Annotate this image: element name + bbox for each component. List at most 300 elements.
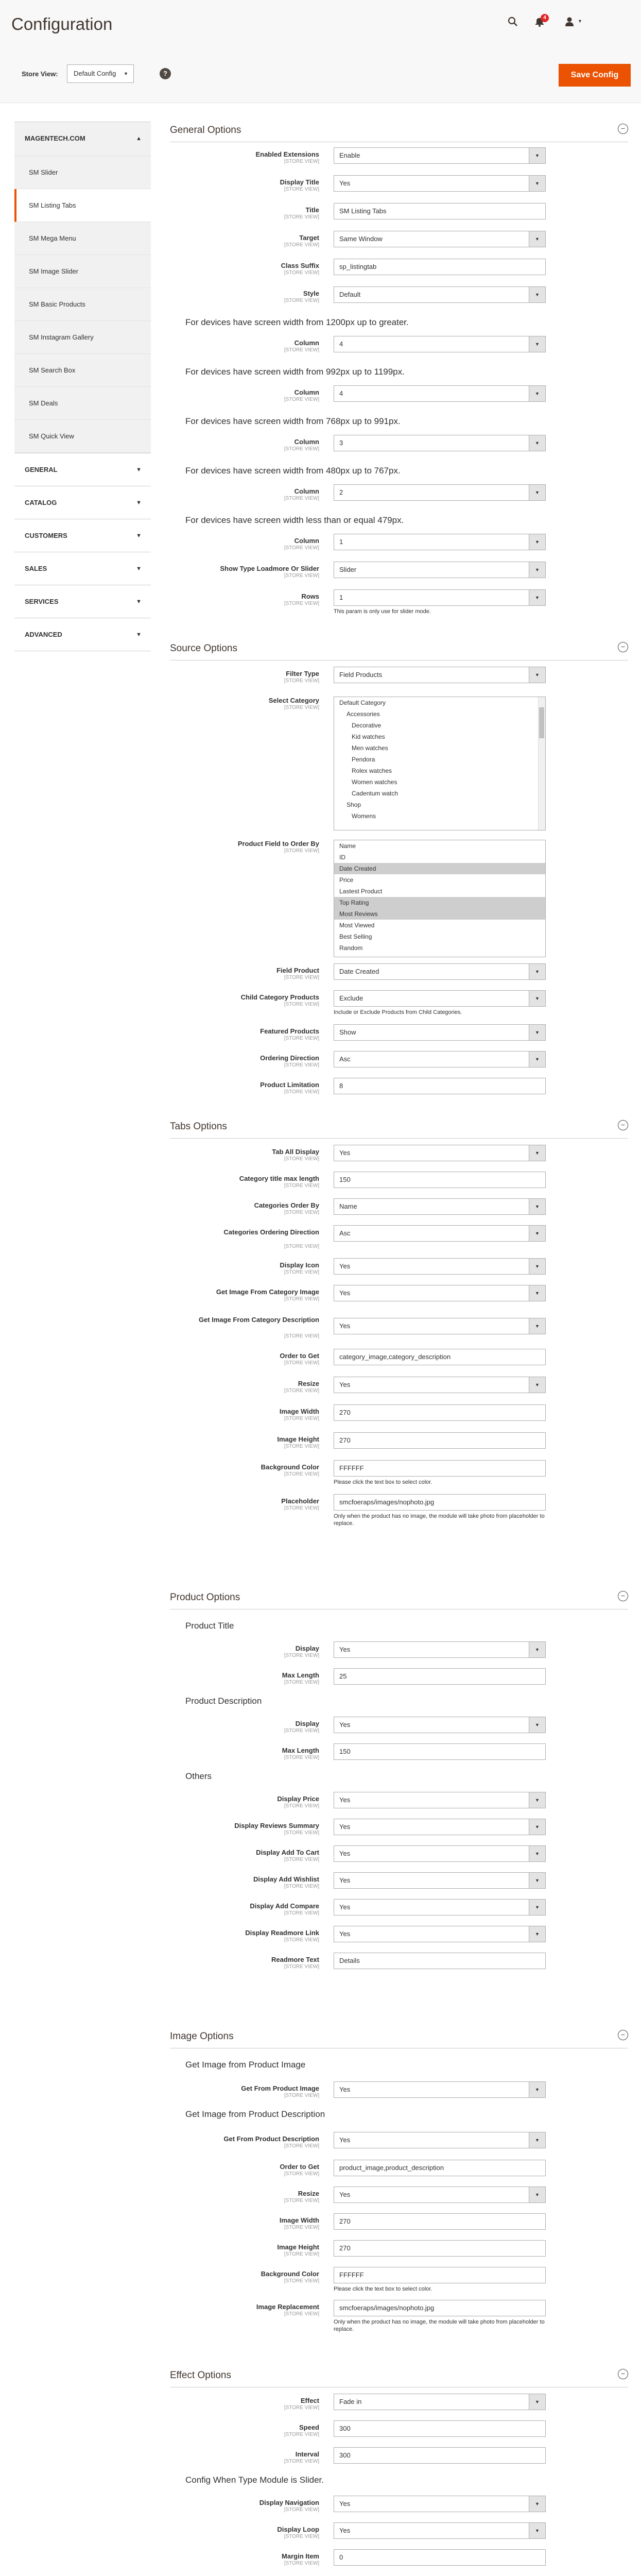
scope-switcher-value: Default Config — [74, 70, 116, 77]
placeholder-input[interactable]: smcfoeraps/images/nophoto.jpg — [334, 1494, 546, 1511]
chevron-down-icon: ▼ — [529, 2187, 545, 2202]
scope-note: [STORE VIEW] — [284, 2143, 319, 2149]
column-select[interactable] — [334, 336, 546, 352]
field-label: Get From Product Image — [241, 2084, 319, 2092]
field-label: Field Product — [276, 967, 319, 974]
section-header[interactable] — [170, 1585, 628, 1609]
title-max-length-input[interactable]: 25 — [334, 1668, 546, 1685]
sidebar-item-label: SM Image Slider — [29, 267, 79, 275]
section-title: Source Options — [170, 643, 237, 654]
chevron-down-icon: ▼ — [529, 590, 545, 605]
sidebar-item-sm-quick-view[interactable] — [14, 420, 151, 453]
order-option[interactable]: Random — [339, 944, 363, 952]
field-note: Please click the text box to select color. — [334, 1479, 432, 1485]
scope-note: [STORE VIEW] — [284, 1183, 319, 1189]
sidebar-group-catalog[interactable] — [14, 486, 151, 519]
field-label: Display Icon — [280, 1261, 319, 1269]
field-label: Title — [305, 206, 319, 214]
select-value: Yes — [339, 1646, 351, 1653]
image-resize-select[interactable] — [334, 2187, 546, 2203]
child-category-select[interactable] — [334, 990, 546, 1007]
field-label: Rows — [301, 592, 319, 600]
category-option[interactable]: Pendora — [352, 756, 375, 763]
scope-note: [STORE VIEW] — [284, 347, 319, 353]
field-note: This param is only use for slider mode. — [334, 608, 431, 615]
scope-note: [STORE VIEW] — [284, 187, 319, 192]
chevron-down-icon: ▼ — [529, 667, 545, 683]
field-label: Order to Get — [280, 2163, 319, 2171]
field-note: Include or Exclude Products from Child Categories. — [334, 1009, 462, 1015]
chevron-down-icon: ▼ — [529, 1199, 545, 1214]
title-input[interactable]: SM Listing Tabs — [334, 203, 546, 219]
select-value: Yes — [339, 1289, 351, 1297]
field-label: Display — [295, 1645, 319, 1652]
select-value: Enable — [339, 151, 360, 159]
chevron-down-icon: ▼ — [529, 964, 545, 979]
select-value: 4 — [339, 340, 343, 348]
field-label: Show Type Loadmore Or Slider — [220, 565, 319, 572]
product-limitation-input[interactable]: 8 — [334, 1078, 546, 1094]
section-header[interactable] — [170, 1114, 628, 1139]
select-value: Yes — [339, 1262, 351, 1270]
field-label: Display Add To Cart — [256, 1849, 319, 1856]
scope-note: [STORE VIEW] — [284, 573, 319, 579]
get-image-description-select[interactable] — [334, 1318, 546, 1334]
source-options-section — [170, 636, 628, 1095]
section-header[interactable] — [170, 636, 628, 660]
image-options-section — [170, 2024, 628, 2332]
chevron-down-icon: ▼ — [529, 1819, 545, 1835]
section-title: General Options — [170, 125, 241, 135]
help-icon[interactable]: ? — [160, 68, 171, 79]
product-image-height-input[interactable]: 270 — [334, 2240, 546, 2257]
sidebar-item-sm-instagram-gallery[interactable] — [14, 321, 151, 354]
scope-note: [STORE VIEW] — [284, 705, 319, 710]
select-value: 4 — [339, 389, 343, 397]
sidebar-item-label: SM Listing Tabs — [29, 201, 76, 209]
field-label: Image Width — [279, 1408, 319, 1415]
field-label: Product Limitation — [260, 1081, 319, 1089]
target-select[interactable] — [334, 231, 546, 247]
field-note: Please click the text box to select color. — [334, 2286, 432, 2292]
scope-switcher[interactable] — [67, 64, 134, 83]
field-label: Product Field to Order By — [237, 840, 319, 848]
sidebar-item-sm-deals[interactable] — [14, 387, 151, 420]
scope-note: [STORE VIEW] — [284, 2534, 319, 2539]
select-value: Show — [339, 1028, 356, 1036]
field-label: Get From Product Description — [223, 2135, 319, 2143]
image-height-input[interactable]: 270 — [334, 1432, 546, 1449]
sidebar-group-label: ADVANCED — [25, 631, 62, 638]
field-label: Order to Get — [280, 1352, 319, 1360]
effect-select[interactable] — [334, 2394, 546, 2410]
interval-input[interactable]: 300 — [334, 2447, 546, 2464]
select-value: Date Created — [339, 968, 379, 975]
sidebar-item-sm-basic-products[interactable] — [14, 288, 151, 321]
field-label: Speed — [299, 2424, 319, 2431]
category-option[interactable]: Cadentum watch — [352, 790, 399, 797]
product-image-width-input[interactable]: 270 — [334, 2213, 546, 2230]
collapse-icon[interactable]: − — [618, 2369, 628, 2379]
order-option[interactable]: Top Rating — [334, 897, 545, 908]
display-wishlist-select[interactable] — [334, 1872, 546, 1889]
collapse-icon[interactable]: − — [618, 1591, 628, 1601]
save-config-button[interactable]: Save Config — [559, 64, 631, 87]
section-title: Product Options — [170, 1592, 240, 1603]
select-value: Field Products — [339, 671, 383, 679]
collapse-icon[interactable]: − — [618, 1120, 628, 1130]
chevron-down-icon: ▼ — [529, 1052, 545, 1067]
scope-note: [STORE VIEW] — [284, 2171, 319, 2177]
select-value: Yes — [339, 2136, 351, 2144]
sidebar-item-label: SM Slider — [29, 168, 58, 176]
select-value: Yes — [339, 179, 351, 187]
scope-note: [STORE VIEW] — [284, 1062, 319, 1068]
scope-note: [STORE VIEW] — [284, 270, 319, 276]
chevron-down-icon: ▼ — [529, 386, 545, 401]
sidebar-group-label: MAGENTECH.COM — [25, 134, 85, 142]
section-header[interactable] — [170, 2363, 628, 2387]
category-option[interactable]: Kid watches — [352, 733, 385, 740]
collapse-icon[interactable]: − — [618, 124, 628, 134]
display-add-to-cart-select[interactable] — [334, 1845, 546, 1862]
get-image-category-select[interactable] — [334, 1285, 546, 1301]
field-label: Background Color — [261, 1463, 319, 1471]
sidebar-item-sm-search-box[interactable] — [14, 354, 151, 387]
scope-note: [STORE VIEW] — [284, 2432, 319, 2437]
field-label: Get Image From Category Image — [216, 1288, 319, 1296]
order-option[interactable]: Date Created — [334, 863, 545, 874]
chevron-down-icon[interactable]: ▼ — [578, 19, 582, 24]
category-option[interactable]: Rolex watches — [352, 767, 392, 774]
categories-order-by-select[interactable] — [334, 1198, 546, 1215]
scope-note: [STORE VIEW] — [284, 1830, 319, 1836]
field-label: Categories Order By — [254, 1201, 319, 1209]
enabled-extensions-select[interactable] — [334, 147, 546, 164]
category-option[interactable]: Men watches — [352, 744, 388, 752]
column-select[interactable] — [334, 385, 546, 402]
scrollbar-thumb[interactable] — [539, 707, 544, 738]
order-by-multiselect[interactable] — [334, 840, 546, 957]
order-option[interactable]: Most Reviews — [334, 908, 545, 920]
scope-note: [STORE VIEW] — [284, 1360, 319, 1366]
chevron-down-icon: ▼ — [529, 1025, 545, 1040]
chevron-down-icon: ▼ — [529, 534, 545, 550]
scope-note: [STORE VIEW] — [284, 601, 319, 606]
tab-all-display-select[interactable] — [334, 1145, 546, 1161]
sidebar-group-advanced[interactable] — [14, 618, 151, 651]
category-option[interactable]: Shop — [347, 801, 361, 808]
select-value: Yes — [339, 2527, 351, 2534]
chevron-down-icon: ▼ — [529, 2523, 545, 2538]
scope-note: [STORE VIEW] — [284, 1333, 319, 1339]
user-icon[interactable] — [564, 16, 575, 27]
sidebar-item-sm-image-slider[interactable] — [14, 255, 151, 288]
sidebar-group-general[interactable] — [14, 453, 151, 486]
scope-note: [STORE VIEW] — [284, 2311, 319, 2317]
sidebar-item-sm-mega-menu[interactable] — [14, 222, 151, 255]
field-label: Display Title — [280, 178, 319, 186]
field-label: Effect — [300, 2397, 319, 2404]
display-readmore-select[interactable] — [334, 1926, 546, 1942]
scope-note: [STORE VIEW] — [284, 975, 319, 980]
field-label: Interval — [295, 2450, 319, 2458]
sidebar-group-title[interactable] — [14, 122, 151, 156]
scope-note: [STORE VIEW] — [284, 1755, 319, 1760]
chevron-down-icon: ▼ — [136, 632, 142, 638]
field-label: Display Navigation — [259, 2499, 319, 2506]
select-value: Yes — [339, 2500, 351, 2507]
filter-type-select[interactable] — [334, 667, 546, 683]
field-label: Select Category — [268, 697, 319, 704]
general-options-section — [170, 117, 628, 615]
scope-note: [STORE VIEW] — [284, 1296, 319, 1302]
field-label: Display Add Compare — [250, 1902, 319, 1910]
scope-note: [STORE VIEW] — [284, 1244, 319, 1249]
field-label: Placeholder — [281, 1497, 319, 1505]
device-heading: For devices have screen width from 480px up to 767px. — [185, 466, 401, 476]
scope-note: [STORE VIEW] — [284, 1388, 319, 1394]
field-label: Target — [299, 234, 319, 242]
chevron-down-icon: ▼ — [529, 1900, 545, 1915]
order-to-get-input[interactable]: category_image,category_description — [334, 1349, 546, 1365]
field-label: Display Loop — [277, 2526, 319, 2533]
field-label: Column — [294, 537, 319, 545]
ordering-direction-select[interactable] — [334, 1051, 546, 1067]
select-value: 1 — [339, 538, 343, 546]
field-label: Style — [303, 290, 319, 297]
select-value: Asc — [339, 1229, 351, 1237]
category-option[interactable]: Womens — [352, 812, 376, 820]
field-product-select[interactable] — [334, 963, 546, 980]
field-label: Image Width — [279, 2216, 319, 2224]
sidebar-group-sales[interactable] — [14, 552, 151, 585]
section-title: Effect Options — [170, 2370, 231, 2381]
field-label: Image Height — [277, 1435, 319, 1443]
field-note: Only when the product has no image, the module will take photo from placeholder to replace. — [334, 1513, 545, 1527]
section-title: Tabs Options — [170, 1121, 227, 1132]
chevron-down-icon: ▼ — [529, 1846, 545, 1861]
sidebar-group-label: GENERAL — [25, 466, 58, 473]
scope-note: [STORE VIEW] — [284, 545, 319, 551]
chevron-down-icon: ▼ — [529, 1926, 545, 1942]
select-value: Yes — [339, 1903, 351, 1911]
select-value: Yes — [339, 1876, 351, 1884]
field-label: Column — [294, 438, 319, 446]
order-option[interactable]: Most Viewed — [339, 922, 375, 929]
sidebar-group-label: SALES — [25, 565, 47, 572]
featured-select[interactable] — [334, 1024, 546, 1041]
style-select[interactable] — [334, 286, 546, 303]
select-value: 3 — [339, 439, 343, 447]
scope-note: [STORE VIEW] — [284, 1910, 319, 1916]
image-background-color-input[interactable]: FFFFFF — [334, 2267, 546, 2283]
scope-note: [STORE VIEW] — [284, 2459, 319, 2464]
scrollbar[interactable] — [538, 697, 545, 830]
category-option[interactable]: Women watches — [352, 778, 397, 786]
sidebar-group-label: CATALOG — [25, 499, 57, 506]
display-reviews-select[interactable] — [334, 1819, 546, 1835]
chevron-down-icon: ▼ — [529, 2082, 545, 2097]
order-option[interactable]: ID — [339, 854, 345, 861]
chevron-up-icon: ▲ — [136, 135, 142, 142]
field-label: Readmore Text — [271, 1956, 319, 1963]
chevron-down-icon: ▼ — [136, 467, 142, 473]
display-title-select[interactable] — [334, 175, 546, 192]
title-display-select[interactable] — [334, 1641, 546, 1658]
order-option[interactable]: Name — [339, 842, 356, 850]
notification-badge[interactable]: 4 — [541, 14, 549, 22]
display-icon-select[interactable] — [334, 1258, 546, 1275]
field-label: Resize — [298, 2190, 319, 2197]
sidebar-item-sm-listing-tabs[interactable] — [14, 189, 151, 222]
category-option[interactable]: Default Category — [339, 699, 386, 706]
select-value: Fade in — [339, 2398, 362, 2405]
category-option[interactable]: Accessories — [347, 710, 380, 718]
chevron-down-icon: ▼ — [124, 71, 128, 76]
chevron-down-icon: ▼ — [529, 485, 545, 500]
scope-note: [STORE VIEW] — [284, 1210, 319, 1215]
field-label: Column — [294, 339, 319, 347]
collapse-icon[interactable]: − — [618, 2030, 628, 2040]
chevron-down-icon: ▼ — [529, 991, 545, 1006]
section-header[interactable] — [170, 2024, 628, 2048]
sidebar-group-magentech — [14, 122, 151, 453]
select-value: Yes — [339, 1850, 351, 1857]
field-label: Ordering Direction — [260, 1054, 319, 1062]
scope-note: [STORE VIEW] — [284, 1964, 319, 1970]
field-label: Display Reviews Summary — [234, 1822, 319, 1829]
section-header[interactable] — [170, 117, 628, 142]
scope-note: [STORE VIEW] — [284, 2405, 319, 2411]
field-label: Get Image From Category Description — [198, 1316, 319, 1324]
search-icon[interactable] — [508, 16, 518, 27]
scope-note: [STORE VIEW] — [284, 1036, 319, 1041]
field-label: Child Category Products — [240, 993, 319, 1001]
select-value: Yes — [339, 1823, 351, 1831]
scope-note: [STORE VIEW] — [284, 1803, 319, 1809]
scope-note: [STORE VIEW] — [284, 214, 319, 220]
readmore-text-input[interactable]: Details — [334, 1953, 546, 1969]
scope-note: [STORE VIEW] — [284, 2093, 319, 2098]
sidebar-item-label: SM Basic Products — [29, 300, 85, 308]
category-multiselect[interactable] — [334, 697, 546, 831]
scope-label: Store View: — [22, 70, 58, 78]
sidebar-item-label: SM Mega Menu — [29, 234, 76, 242]
sidebar-group-label: CUSTOMERS — [25, 532, 67, 539]
display-compare-select[interactable] — [334, 1899, 546, 1916]
sidebar-item-sm-slider[interactable] — [14, 156, 151, 189]
field-label: Enabled Extensions — [255, 150, 319, 158]
scope-note: [STORE VIEW] — [284, 298, 319, 303]
chevron-down-icon: ▼ — [529, 1226, 545, 1241]
sidebar-item-label: SM Instagram Gallery — [29, 333, 94, 341]
column-select[interactable] — [334, 534, 546, 550]
display-loop-select[interactable] — [334, 2522, 546, 2539]
order-option[interactable]: Best Selling — [339, 933, 372, 940]
chevron-down-icon: ▼ — [529, 2394, 545, 2410]
config-sidebar — [14, 122, 151, 651]
field-label: Resize — [298, 1380, 319, 1387]
get-from-product-image-select[interactable] — [334, 2081, 546, 2098]
column-select[interactable] — [334, 484, 546, 501]
chevron-down-icon: ▼ — [529, 435, 545, 451]
category-option[interactable]: Decorative — [352, 722, 382, 729]
product-title-heading: Product Title — [185, 1621, 234, 1631]
sidebar-item-label: SM Search Box — [29, 366, 76, 374]
page-actions — [0, 47, 641, 103]
image-replacement-input[interactable]: smcfoeraps/images/nophoto.jpg — [334, 2300, 546, 2316]
speed-input[interactable]: 300 — [334, 2420, 546, 2437]
scope-note: [STORE VIEW] — [284, 1937, 319, 1943]
select-value: Slider — [339, 566, 357, 573]
field-label: Background Color — [261, 2270, 319, 2278]
select-value: 1 — [339, 594, 343, 601]
scope-note: [STORE VIEW] — [284, 1728, 319, 1734]
sidebar-group-customers[interactable] — [14, 519, 151, 552]
image-width-input[interactable]: 270 — [334, 1404, 546, 1421]
chevron-down-icon: ▼ — [529, 1792, 545, 1808]
get-from-product-description-select[interactable] — [334, 2132, 546, 2148]
collapse-icon[interactable]: − — [618, 642, 628, 652]
categories-ordering-direction-select[interactable] — [334, 1225, 546, 1242]
chevron-down-icon: ▼ — [529, 148, 545, 163]
chevron-down-icon: ▼ — [136, 566, 142, 572]
display-price-select[interactable] — [334, 1792, 546, 1808]
margin-item-input[interactable]: 0 — [334, 2549, 546, 2566]
chevron-down-icon: ▼ — [529, 2496, 545, 2512]
description-max-length-input[interactable]: 150 — [334, 1743, 546, 1760]
field-label: Featured Products — [260, 1027, 319, 1035]
order-option[interactable]: Price — [339, 876, 354, 884]
column-select[interactable] — [334, 435, 546, 451]
field-label: Display — [295, 1720, 319, 1727]
image-order-to-get-input[interactable]: product_image,product_description — [334, 2160, 546, 2176]
from-product-image-heading: Get Image from Product Image — [185, 2060, 306, 2070]
scope-note: [STORE VIEW] — [284, 2507, 319, 2513]
field-note: Only when the product has no image, the module will take photo from placeholder to replace. — [334, 2319, 545, 2332]
select-value: 2 — [339, 488, 343, 496]
page-header — [0, 0, 641, 47]
display-navigation-select[interactable] — [334, 2496, 546, 2512]
device-heading: For devices have screen width from 1200px up to greater. — [185, 317, 409, 327]
field-label: Image Height — [277, 2243, 319, 2251]
chevron-down-icon: ▼ — [529, 1285, 545, 1301]
show-type-select[interactable] — [334, 562, 546, 578]
order-option[interactable]: Lastest Product — [339, 888, 383, 895]
scope-note: [STORE VIEW] — [284, 1680, 319, 1685]
field-label: Categories Ordering Direction — [223, 1228, 319, 1236]
rows-select[interactable] — [334, 589, 546, 606]
scope-note: [STORE VIEW] — [284, 848, 319, 854]
select-value: Asc — [339, 1055, 351, 1063]
select-value: Yes — [339, 1149, 351, 1157]
sidebar-group-services[interactable] — [14, 585, 151, 618]
category-title-max-input[interactable]: 150 — [334, 1172, 546, 1188]
field-label: Display Price — [277, 1795, 319, 1803]
field-label: Image Replacement — [256, 2303, 319, 2311]
select-value: Yes — [339, 1381, 351, 1388]
field-label: Max Length — [282, 1747, 319, 1754]
background-color-input[interactable]: FFFFFF — [334, 1460, 546, 1477]
chevron-down-icon: ▼ — [529, 562, 545, 578]
scope-note: [STORE VIEW] — [284, 2198, 319, 2204]
scope-note: [STORE VIEW] — [284, 1156, 319, 1162]
class-suffix-input[interactable]: sp_listingtab — [334, 259, 546, 275]
resize-select[interactable] — [334, 1377, 546, 1393]
description-display-select[interactable] — [334, 1717, 546, 1733]
chevron-down-icon: ▼ — [529, 1145, 545, 1161]
